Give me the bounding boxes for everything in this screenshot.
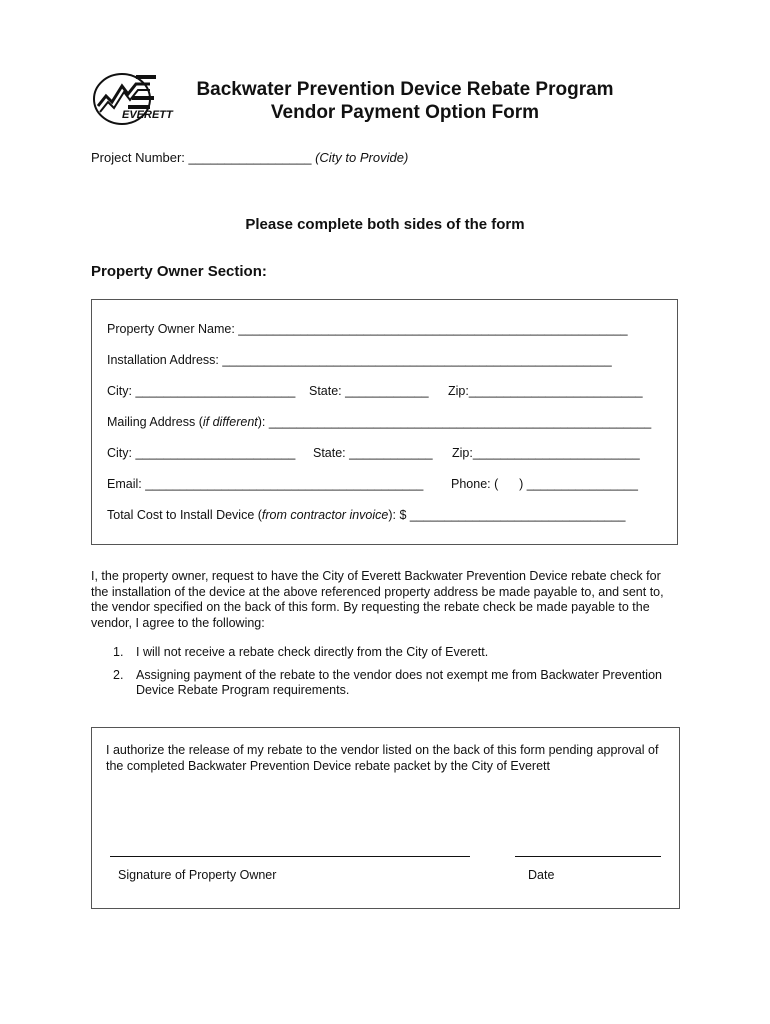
list-item [113, 668, 673, 699]
owner-section-heading: Property Owner Section: [91, 263, 267, 280]
list-item-number: 2. [113, 667, 124, 682]
project-number-field[interactable]: Project Number: _________________ [91, 150, 312, 165]
zip-field[interactable]: Zip:_________________________ [448, 384, 643, 398]
owner-info-box [91, 299, 678, 545]
mailing-italic: if different [202, 415, 258, 429]
authorization-box [91, 727, 680, 909]
agreement-paragraph: I, the property owner, request to have the City of Everett Backwater Prevention Device rebate check for the installation of the device at the above referenced property address be made payable to, and sent to, the vendor specified on the back of this form. By requesting the rebate check be made payable to the vendor, I agree to the following: [91, 569, 664, 630]
email-field[interactable]: Email: ________________________________________ [107, 477, 424, 491]
mailing-zip-field[interactable]: Zip:________________________ [452, 446, 640, 460]
date-label: Date [528, 868, 555, 882]
mailing-state-field[interactable]: State: ____________ [313, 446, 433, 460]
list-item [113, 645, 673, 661]
authorization-text: I authorize the release of my rebate to the vendor listed on the back of this form pending approval of the completed Backwater Prevention Device rebate packet by the City of Everett [106, 743, 659, 773]
mailing-address-field[interactable] [107, 415, 651, 429]
mailing-prefix: Mailing Address ( [107, 415, 203, 429]
list-item-number: 1. [113, 645, 124, 659]
cost-italic: from contractor invoice [261, 508, 389, 522]
list-item-text: Assigning payment of the rebate to the vendor does not exempt me from Backwater Prevention Device Rebate Program requirements. [136, 667, 662, 697]
project-number-note: (City to Provide) [315, 150, 409, 165]
both-sides-notice: Please complete both sides of the form [245, 216, 525, 233]
project-number-line [91, 150, 408, 165]
date-line[interactable] [515, 856, 661, 857]
total-cost-field[interactable] [107, 508, 625, 522]
form-title: Backwater Prevention Device Rebate Program [196, 79, 614, 100]
signature-line[interactable] [110, 856, 470, 857]
logo-text: EVERETT [122, 109, 173, 121]
cost-suffix: ): $ _______________________________ [388, 508, 626, 522]
agreement-list [113, 645, 673, 706]
installation-address-field[interactable]: Installation Address: ________________________________________________________ [107, 353, 612, 367]
phone-field[interactable]: Phone: ( ) ________________ [451, 477, 638, 491]
form-subtitle: Vendor Payment Option Form [270, 102, 540, 123]
mailing-city-field[interactable]: City: _______________________ [107, 446, 296, 460]
cost-prefix: Total Cost to Install Device ( [107, 508, 262, 522]
state-field[interactable]: State: ____________ [309, 384, 429, 398]
city-field[interactable]: City: _______________________ [107, 384, 296, 398]
mailing-suffix: ): _______________________________________________________ [257, 415, 652, 429]
owner-name-field[interactable]: Property Owner Name: ________________________________________________________ [107, 322, 628, 336]
signature-label: Signature of Property Owner [118, 868, 277, 882]
list-item-text: I will not receive a rebate check directly from the City of Everett. [136, 645, 489, 659]
